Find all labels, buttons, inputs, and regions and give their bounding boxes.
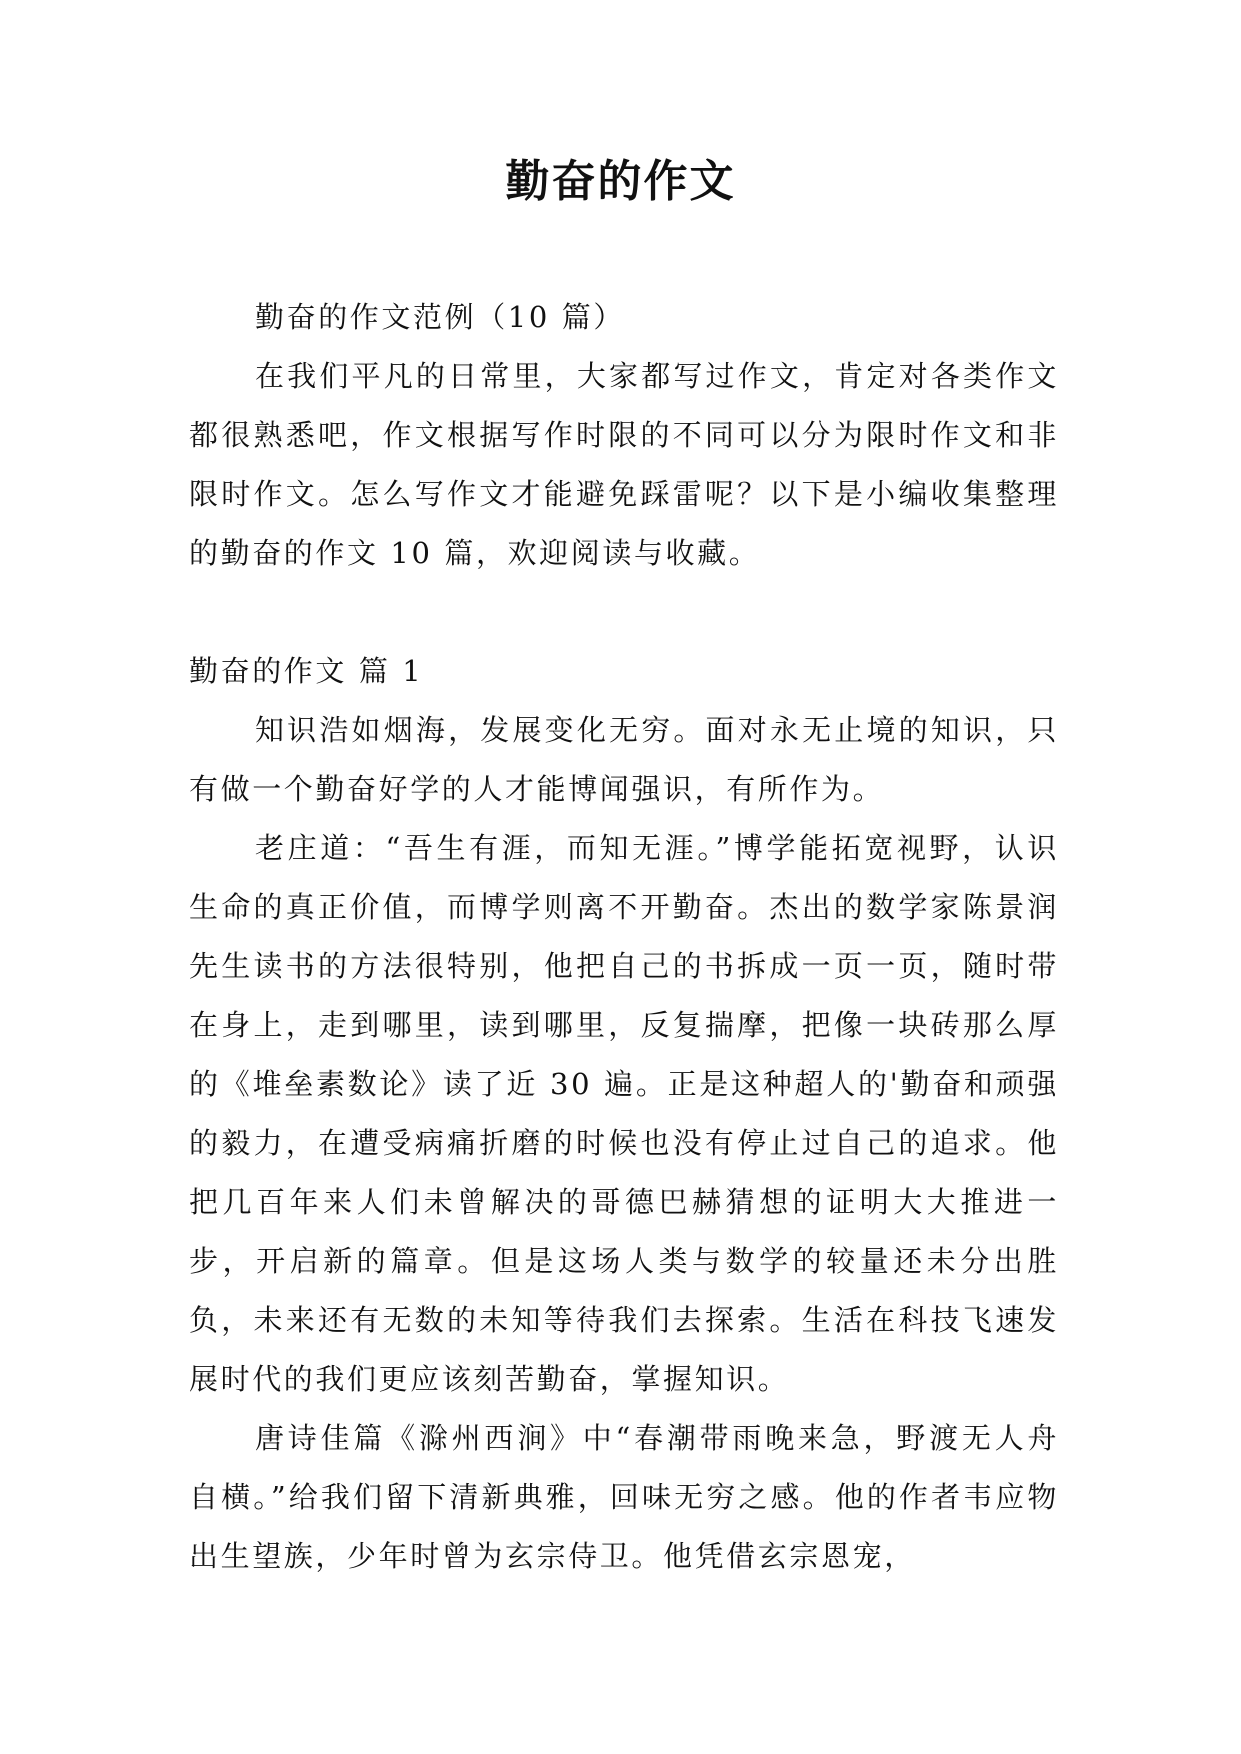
- body-paragraph-3: 唐诗佳篇《滁州西涧》中“春潮带雨晚来急，野渡无人舟自横。”给我们留下清新典雅，回味无穷之感。他的作者韦应物出生望族，少年时曾为玄宗侍卫。他凭借玄宗恩宠，: [189, 1421, 1059, 1573]
- intro-paragraph: 在我们平凡的日常里，大家都写过作文，肯定对各类作文都很熟悉吧，作文根据写作时限的不同可以分为限时作文和非限时作文。怎么写作文才能避免踩雷呢？以下是小编收集整理的勤奋的作文 10 篇，欢迎阅读与收藏。: [189, 359, 1059, 570]
- document-body: [189, 288, 1059, 1586]
- section-heading: 勤奋的作文 篇 1: [189, 654, 424, 688]
- body-paragraph-1: 知识浩如烟海，发展变化无穷。面对永无止境的知识，只有做一个勤奋好学的人才能博闻强识，有所作为。: [189, 713, 1059, 806]
- body-paragraph-2: 老庄道：“吾生有涯，而知无涯。”博学能拓宽视野，认识生命的真正价值，而博学则离不开勤奋。杰出的数学家陈景润先生读书的方法很特别，他把自己的书拆成一页一页，随时带在身上，走到哪里，读到哪里，反复揣摩，把像一块砖那么厚的《堆垒素数论》读了近 30 遍。正是这种超人的'勤奋和顽强的毅力，在遭受病痛折磨的时候也没有停止过自己的追求。他把几百年来人们未曾解决的哥德巴赫猜想的证明大大推进一步，开启新的篇章。但是这场人类与数学的较量还未分出胜负，未来还有无数的未知等待我们去探索。生活在科技飞速发展时代的我们更应该刻苦勤奋，掌握知识。: [189, 831, 1059, 1396]
- document-title: 勤奋的作文: [505, 156, 736, 207]
- section-spacer: [189, 583, 1059, 642]
- subtitle: 勤奋的作文范例（10 篇）: [255, 300, 625, 334]
